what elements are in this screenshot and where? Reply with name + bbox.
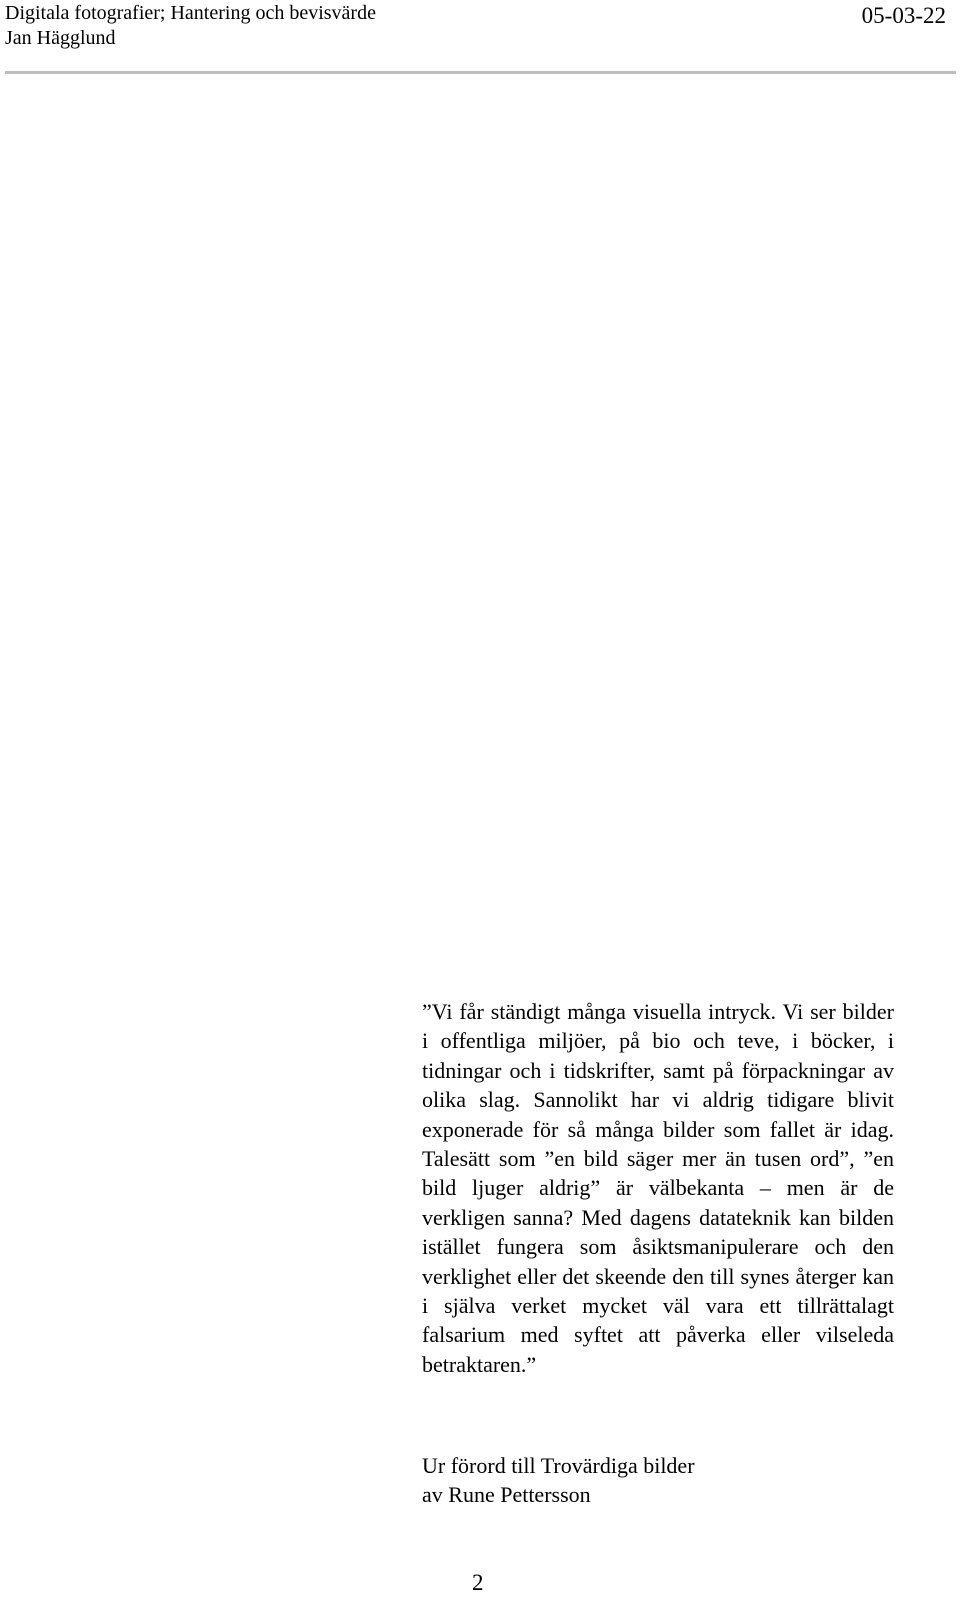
quote-attribution [422, 1451, 695, 1509]
author-name: Jan Hägglund [5, 27, 116, 49]
page-number: 2 [472, 1570, 484, 1595]
page-header [5, 1, 376, 51]
attribution-line-1: Ur förord till Trovärdiga bilder [422, 1453, 695, 1478]
header-date: 05-03-22 [861, 3, 946, 28]
epigraph-quote: ”Vi får ständigt många visuella intryck. Vi ser bilder i offentliga miljöer, på bio och teve, i böcker, i tidningar och i tidskrifter, samt på förpackningar av olika slag. Sannolikt har vi aldrig tidigare blivit exponerade för så många bilder som fallet är idag. Talesätt som ”en bild säger mer än tusen ord”, ”en bild ljuger aldrig” är välbekanta – men är de verkligen sanna? Med dagens datateknik kan bilden istället fungera som åsiktsmanipulerare och den verklighet eller det skeende den till synes återger kan i själva verket mycket väl vara ett tillrättalagt falsarium med syftet att påverka eller vilseleda betraktaren.” [422, 999, 894, 1377]
attribution-line-2: av Rune Pettersson [422, 1482, 591, 1507]
header-divider [5, 71, 956, 74]
document-title: Digitala fotografier; Hantering och bevisvärde [5, 2, 376, 24]
